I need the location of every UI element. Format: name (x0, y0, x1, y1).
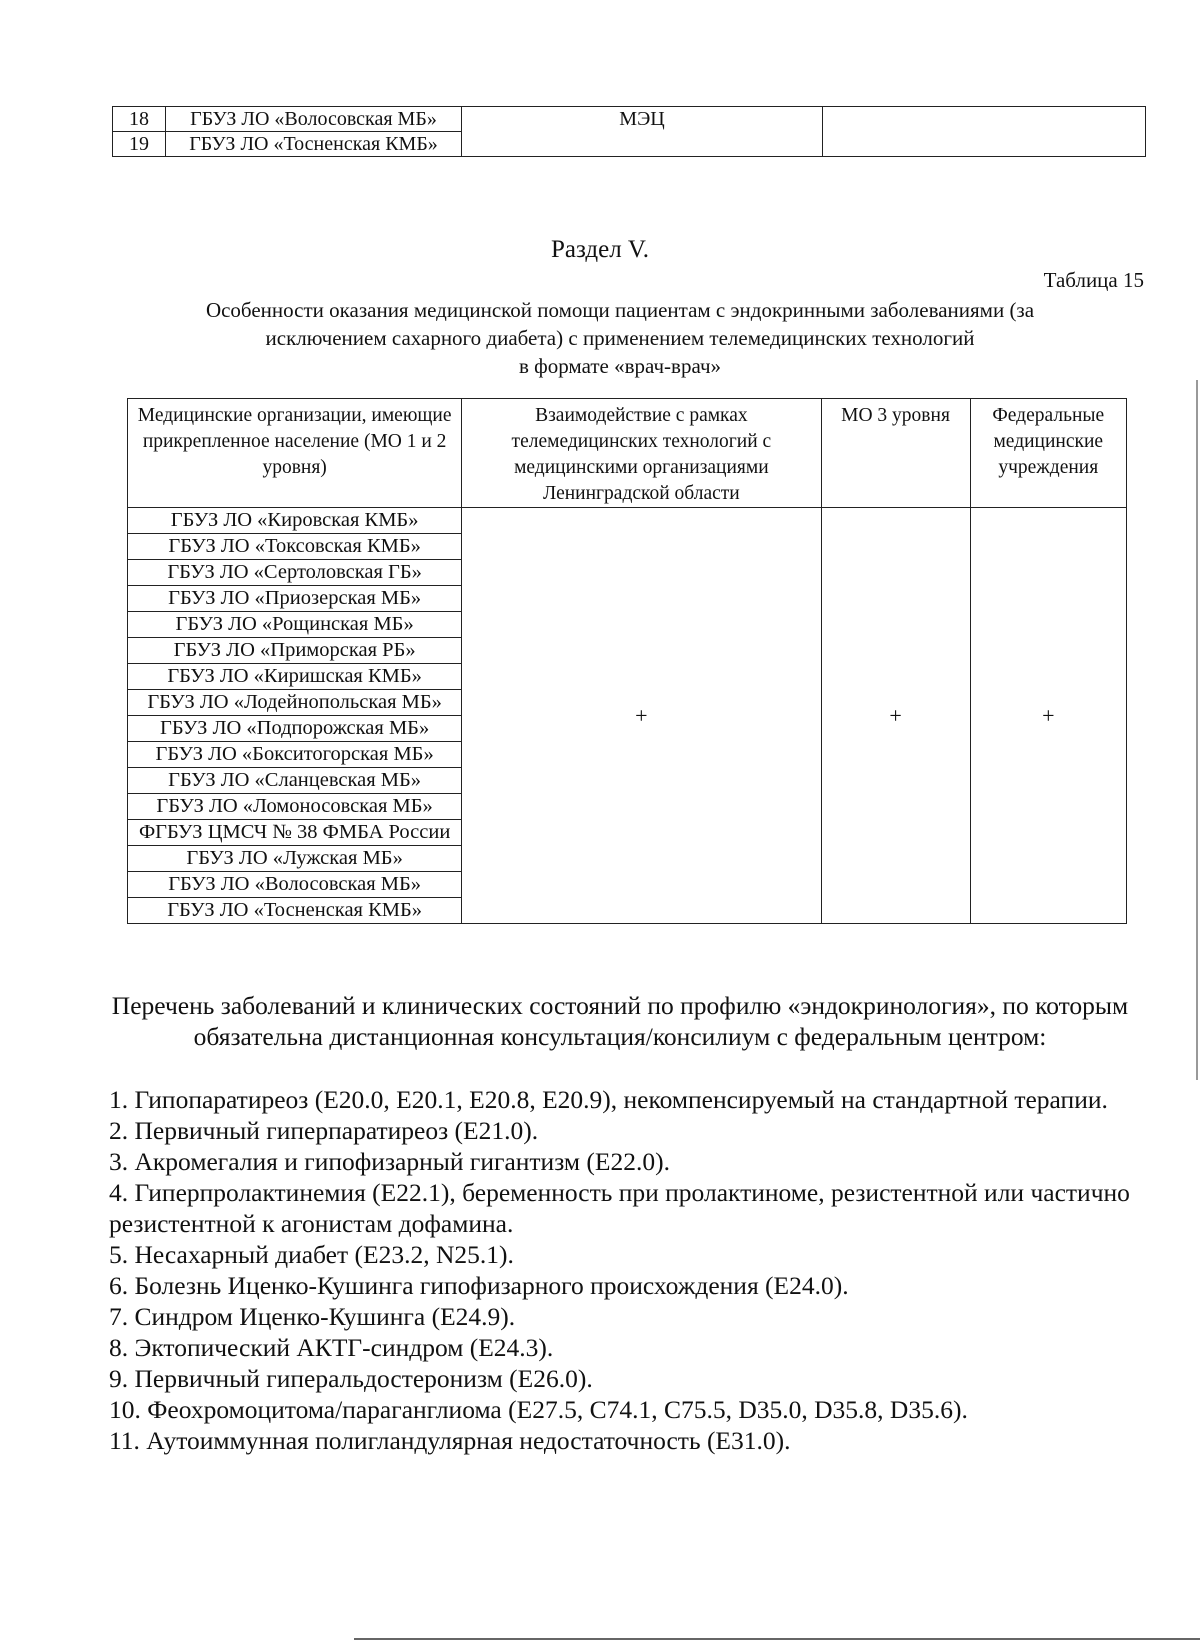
column-header-organizations: Медицинские организации, имеющие прикрепленное население (МО 1 и 2 уровня) (128, 399, 462, 508)
list-item: 8. Эктопический АКТГ-синдром (E24.3). (109, 1333, 554, 1362)
list-item: 4. Гиперпролактинемия (E22.1), беременность при пролактиноме, резистентной или частично резистентной к агонистам дофамина. (109, 1178, 1130, 1238)
table-row (113, 107, 1146, 132)
organization-cell: ГБУЗ ЛО «Токсовская КМБ» (128, 534, 462, 560)
organization-cell: ГБУЗ ЛО «Приморская РБ» (128, 638, 462, 664)
table-caption (130, 296, 1110, 380)
row-number: 19 (113, 132, 166, 157)
scan-edge-line (354, 1638, 1200, 1640)
organization-cell: ГБУЗ ЛО «Киришская КМБ» (128, 664, 462, 690)
organization-cell: ГБУЗ ЛО «Тосненская КМБ» (128, 898, 462, 924)
list-item: 9. Первичный гиперальдостеронизм (E26.0). (109, 1364, 593, 1393)
section-title: Раздел V. (550, 236, 650, 263)
telemedicine-table (127, 398, 1127, 924)
disease-list (109, 1084, 1149, 1456)
organization-cell: ГБУЗ ЛО «Лодейнопольская МБ» (128, 690, 462, 716)
list-item: 1. Гипопаратиреоз (E20.0, E20.1, E20.8, E20.9), некомпенсируемый на стандартной терапии. (109, 1085, 1108, 1114)
list-item: 5. Несахарный диабет (E23.2, N25.1). (109, 1240, 514, 1269)
organization-cell: ГБУЗ ЛО «Рощинская МБ» (128, 612, 462, 638)
table-row (128, 508, 1127, 534)
table-label: Таблица 15 (1043, 268, 1144, 292)
organization-cell: ГБУЗ ЛО «Сланцевская МБ» (128, 768, 462, 794)
organization-name: ГБУЗ ЛО «Тосненская КМБ» (166, 132, 462, 157)
column-header-interaction: Взаимодействие с рамках телемедицинских технологий с медицинскими организациями Ленинградской области (462, 399, 821, 508)
scan-edge-line (1196, 380, 1198, 1080)
list-item: 3. Акромегалия и гипофизарный гигантизм (E22.0). (109, 1147, 670, 1176)
column-header-mo3: МО 3 уровня (821, 399, 970, 508)
organization-cell: ФГБУЗ ЦМСЧ № 38 ФМБА России (128, 820, 462, 846)
caption-line: в формате «врач-врач» (518, 354, 722, 378)
organization-name: ГБУЗ ЛО «Волосовская МБ» (166, 107, 462, 132)
list-heading: Перечень заболеваний и клинических состояний по профилю «эндокринология», по которым обязательна дистанционная консультация/консилиум с федеральным центром: (111, 991, 1129, 1051)
list-item: 2. Первичный гиперпаратиреоз (E21.0). (109, 1116, 539, 1145)
row-number: 18 (113, 107, 166, 132)
header-row (128, 399, 1127, 508)
interaction-mark: + (462, 508, 821, 924)
organization-cell: ГБУЗ ЛО «Подпорожская МБ» (128, 716, 462, 742)
list-item: 6. Болезнь Иценко-Кушинга гипофизарного происхождения (E24.0). (109, 1271, 849, 1300)
caption-line: исключением сахарного диабета) с применением телемедицинских технологий (265, 326, 975, 350)
list-item: 11. Аутоиммунная полигландулярная недостаточность (E31.0). (109, 1426, 791, 1455)
mo3-mark: + (821, 508, 970, 924)
empty-cell (823, 107, 1146, 157)
caption-line: Особенности оказания медицинской помощи пациентам с эндокринными заболеваниями (за (205, 298, 1035, 322)
organization-cell: ГБУЗ ЛО «Лужская МБ» (128, 846, 462, 872)
organization-cell: ГБУЗ ЛО «Сертоловская ГБ» (128, 560, 462, 586)
organization-cell: ГБУЗ ЛО «Приозерская МБ» (128, 586, 462, 612)
organization-cell: ГБУЗ ЛО «Ломоносовская МБ» (128, 794, 462, 820)
organization-cell: ГБУЗ ЛО «Волосовская МБ» (128, 872, 462, 898)
merged-value-cell: МЭЦ (462, 107, 823, 157)
list-item: 10. Феохромоцитома/параганглиома (E27.5, C74.1, C75.5, D35.0, D35.8, D35.6). (109, 1395, 968, 1424)
federal-mark: + (970, 508, 1126, 924)
column-header-federal: Федеральные медицинские учреждения (970, 399, 1126, 508)
organization-cell: ГБУЗ ЛО «Бокситогорская МБ» (128, 742, 462, 768)
list-item: 7. Синдром Иценко-Кушинга (E24.9). (109, 1302, 516, 1331)
continuation-table (112, 106, 1146, 157)
organization-cell: ГБУЗ ЛО «Кировская КМБ» (128, 508, 462, 534)
